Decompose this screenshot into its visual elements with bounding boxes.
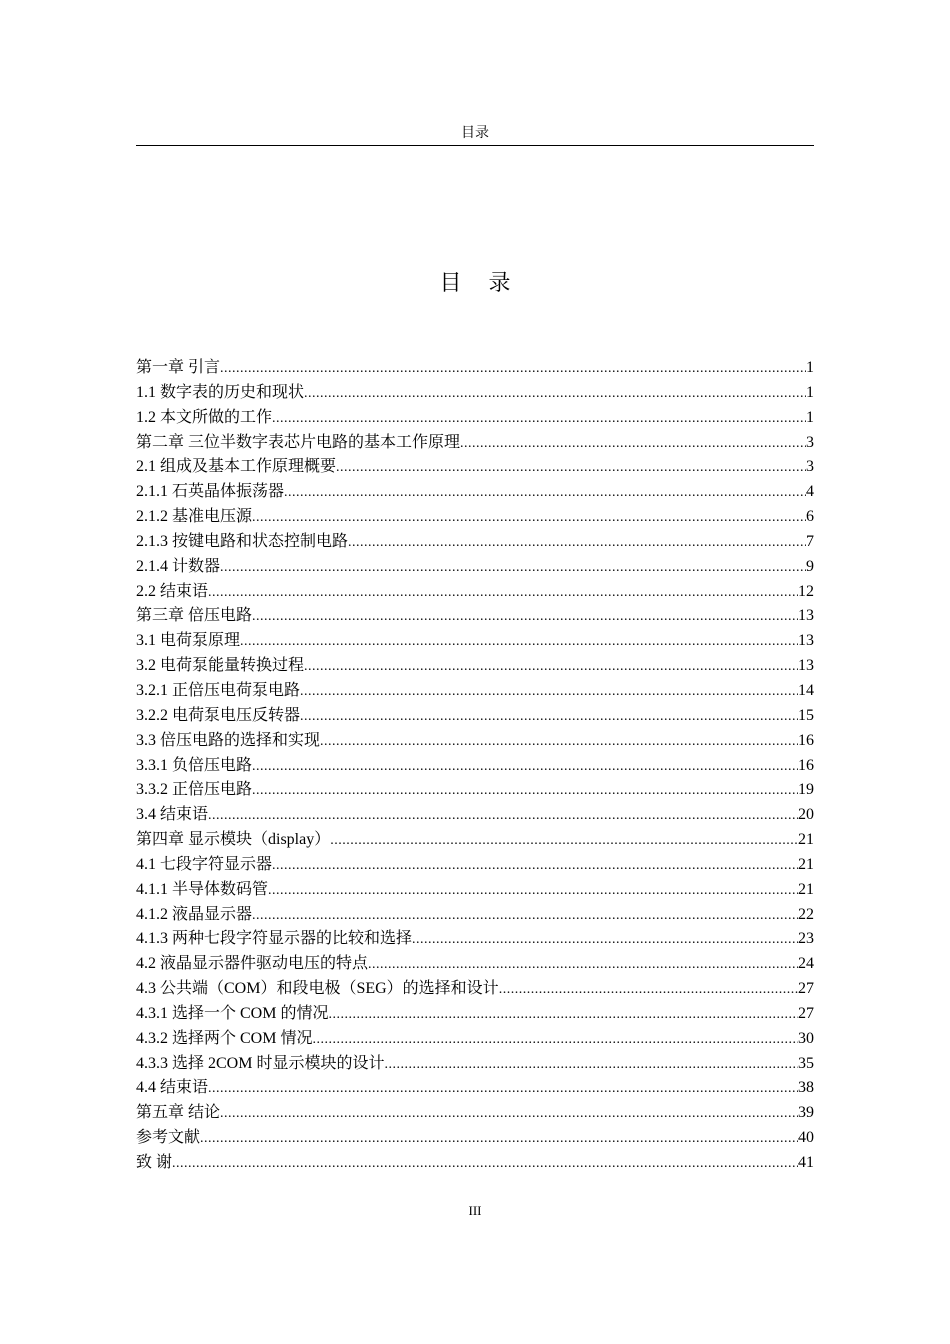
toc-entry-page: 9 <box>806 557 814 575</box>
toc-entry-label: 3.3.1 负倍压电路 <box>136 756 253 774</box>
toc-entry[interactable] <box>136 480 814 505</box>
toc-entry-page: 7 <box>806 532 814 550</box>
toc-entry-page: 13 <box>798 657 814 675</box>
toc-entry-label: 4.1 七段字符显示器 <box>136 855 273 873</box>
toc-entry-label: 4.1.2 液晶显示器 <box>136 905 253 923</box>
toc-entry-page: 19 <box>798 781 814 799</box>
toc-entry-page: 23 <box>798 930 814 948</box>
toc-entry-label: 3.2 电荷泵能量转换过程 <box>136 657 305 675</box>
toc-entry-page: 30 <box>798 1029 814 1047</box>
toc-entry[interactable] <box>136 952 814 977</box>
toc-entry-page: 1 <box>806 408 814 426</box>
toc-entry-label: 3.3.2 正倍压电路 <box>136 781 253 799</box>
toc-dot-leader <box>208 581 798 606</box>
toc-entry-page: 39 <box>798 1104 814 1122</box>
toc-dot-leader <box>499 978 798 1003</box>
toc-dot-leader <box>348 531 806 556</box>
toc-entry-label: 3.1 电荷泵原理 <box>136 632 241 650</box>
toc-entry[interactable] <box>136 505 814 530</box>
toc-entry-page: 35 <box>798 1054 814 1072</box>
toc-entry-label: 2.1.2 基准电压源 <box>136 508 253 526</box>
toc-dot-leader <box>220 1102 798 1127</box>
toc-entry[interactable] <box>136 629 814 654</box>
toc-entry-page: 16 <box>798 731 814 749</box>
toc-entry-page: 22 <box>798 905 814 923</box>
toc-entry-label: 第一章 引言 <box>136 359 221 376</box>
toc-entry[interactable] <box>136 580 814 605</box>
toc-entry-label: 3.4 结束语 <box>136 806 209 824</box>
toc-entry-page: 6 <box>806 508 814 526</box>
toc-entry-page: 12 <box>798 582 814 600</box>
toc-entry-label: 3.3 倍压电路的选择和实现 <box>136 731 321 749</box>
toc-dot-leader <box>304 382 806 407</box>
toc-entry-label: 4.3.3 选择 2COM 时显示模块的设计 <box>136 1054 385 1072</box>
toc-dot-leader <box>220 357 806 382</box>
toc-entry[interactable] <box>136 927 814 952</box>
toc-dot-leader <box>368 953 798 978</box>
toc-entry-page: 15 <box>798 706 814 724</box>
toc-dot-leader <box>300 705 798 730</box>
toc-entry-page: 3 <box>806 458 814 476</box>
toc-entry-label: 1.1 数字表的历史和现状 <box>136 383 305 401</box>
header-rule <box>136 145 814 146</box>
toc-entry[interactable] <box>136 1126 814 1151</box>
toc-entry-page: 14 <box>798 681 814 699</box>
toc-entry[interactable] <box>136 853 814 878</box>
toc-title: 目 录 <box>439 271 521 296</box>
toc-dot-leader <box>252 506 806 531</box>
toc-entry-page: 4 <box>806 483 814 501</box>
toc-entry-label: 第三章 倍压电路 <box>136 607 253 625</box>
toc-entry[interactable] <box>136 778 814 803</box>
toc-entry[interactable] <box>136 803 814 828</box>
toc-dot-leader <box>284 481 806 506</box>
toc-entry[interactable] <box>136 704 814 729</box>
toc-entry-label: 4.3.2 选择两个 COM 情况 <box>136 1029 313 1047</box>
toc-dot-leader <box>384 1053 798 1078</box>
toc-entry-page: 21 <box>798 880 814 898</box>
toc-entry[interactable] <box>136 431 814 456</box>
toc-entry-label: 第二章 三位半数字表芯片电路的基本工作原理 <box>136 433 461 451</box>
toc-entry-label: 第五章 结论 <box>136 1104 221 1122</box>
toc-dot-leader <box>300 680 798 705</box>
toc-dot-leader <box>200 1127 798 1152</box>
toc-entry[interactable] <box>136 1076 814 1101</box>
toc-entry-label: 第四章 显示模块（display） <box>136 831 331 849</box>
toc-entry-label: 致 谢 <box>136 1154 173 1171</box>
toc-entry-label: 2.1.4 计数器 <box>136 557 221 575</box>
page-number: III <box>468 1203 482 1218</box>
toc-dot-leader <box>252 904 798 929</box>
toc-entry[interactable] <box>136 356 814 381</box>
toc-entry-page: 27 <box>798 1004 814 1022</box>
toc-entry-page: 1 <box>806 383 814 401</box>
toc-entry-label: 参考文献 <box>136 1129 201 1147</box>
toc-entry-label: 3.2.2 电荷泵电压反转器 <box>136 706 301 724</box>
toc-entry[interactable] <box>136 1101 814 1126</box>
toc-dot-leader <box>272 854 798 879</box>
toc-dot-leader <box>252 605 798 630</box>
toc-dot-leader <box>304 655 798 680</box>
toc-dot-leader <box>252 779 798 804</box>
toc-dot-leader <box>412 928 798 953</box>
toc-entry-label: 4.1.3 两种七段字符显示器的比较和选择 <box>136 930 413 948</box>
toc-entry[interactable] <box>136 604 814 629</box>
toc-entry[interactable] <box>136 1027 814 1052</box>
toc-entry[interactable] <box>136 828 814 853</box>
toc-entry-label: 2.2 结束语 <box>136 582 209 600</box>
toc-entry-page: 1 <box>806 359 814 376</box>
toc-dot-leader <box>312 1028 798 1053</box>
toc-entry-label: 4.2 液晶显示器件驱动电压的特点 <box>136 955 369 973</box>
toc-entry-page: 40 <box>798 1129 814 1147</box>
toc-dot-leader <box>330 829 798 854</box>
toc-dot-leader <box>208 804 798 829</box>
toc-dot-leader <box>336 456 806 481</box>
toc-entry-label: 4.3 公共端（COM）和段电极（SEG）的选择和设计 <box>136 980 499 998</box>
toc-entry[interactable] <box>136 878 814 903</box>
toc-dot-leader <box>252 755 798 780</box>
toc-dot-leader <box>328 1003 798 1028</box>
toc-entry[interactable] <box>136 654 814 679</box>
toc-entry[interactable] <box>136 455 814 480</box>
toc-entry-page: 3 <box>806 433 814 451</box>
toc-dot-leader <box>320 730 798 755</box>
toc-entry[interactable] <box>136 1151 814 1176</box>
toc-dot-leader <box>172 1152 798 1177</box>
toc-entry-page: 13 <box>798 607 814 625</box>
toc-dot-leader <box>240 630 798 655</box>
toc-dot-leader <box>208 1077 798 1102</box>
toc-entry-page: 13 <box>798 632 814 650</box>
toc-entry-label: 4.3.1 选择一个 COM 的情况 <box>136 1004 329 1022</box>
toc-entry[interactable] <box>136 406 814 431</box>
toc-entry[interactable] <box>136 1002 814 1027</box>
toc-entry[interactable] <box>136 729 814 754</box>
toc-entry[interactable] <box>136 530 814 555</box>
toc-entry-page: 16 <box>798 756 814 774</box>
toc-entry-page: 20 <box>798 806 814 824</box>
toc-entry-label: 2.1.1 石英晶体振荡器 <box>136 483 285 501</box>
toc-list <box>136 356 814 1176</box>
toc-entry-page: 24 <box>798 955 814 973</box>
running-header: 目录 <box>461 126 489 141</box>
toc-entry-page: 38 <box>798 1079 814 1097</box>
toc-entry[interactable] <box>136 754 814 779</box>
toc-entry[interactable] <box>136 1052 814 1077</box>
toc-entry-label: 4.1.1 半导体数码管 <box>136 880 269 898</box>
toc-entry-page: 27 <box>798 980 814 998</box>
toc-entry-label: 3.2.1 正倍压电荷泵电路 <box>136 681 301 699</box>
toc-entry[interactable] <box>136 903 814 928</box>
toc-entry[interactable] <box>136 679 814 704</box>
toc-entry[interactable] <box>136 977 814 1002</box>
toc-entry-label: 2.1 组成及基本工作原理概要 <box>136 458 337 476</box>
toc-entry[interactable] <box>136 555 814 580</box>
toc-dot-leader <box>460 432 806 457</box>
toc-entry-page: 41 <box>798 1154 814 1171</box>
toc-entry-label: 1.2 本文所做的工作 <box>136 408 273 426</box>
toc-dot-leader <box>220 556 806 581</box>
toc-dot-leader <box>268 879 798 904</box>
toc-entry-label: 2.1.3 按键电路和状态控制电路 <box>136 532 349 550</box>
toc-entry-page: 21 <box>798 855 814 873</box>
toc-entry[interactable] <box>136 381 814 406</box>
toc-entry-label: 4.4 结束语 <box>136 1079 209 1097</box>
toc-entry-page: 21 <box>798 831 814 849</box>
toc-dot-leader <box>272 407 806 432</box>
